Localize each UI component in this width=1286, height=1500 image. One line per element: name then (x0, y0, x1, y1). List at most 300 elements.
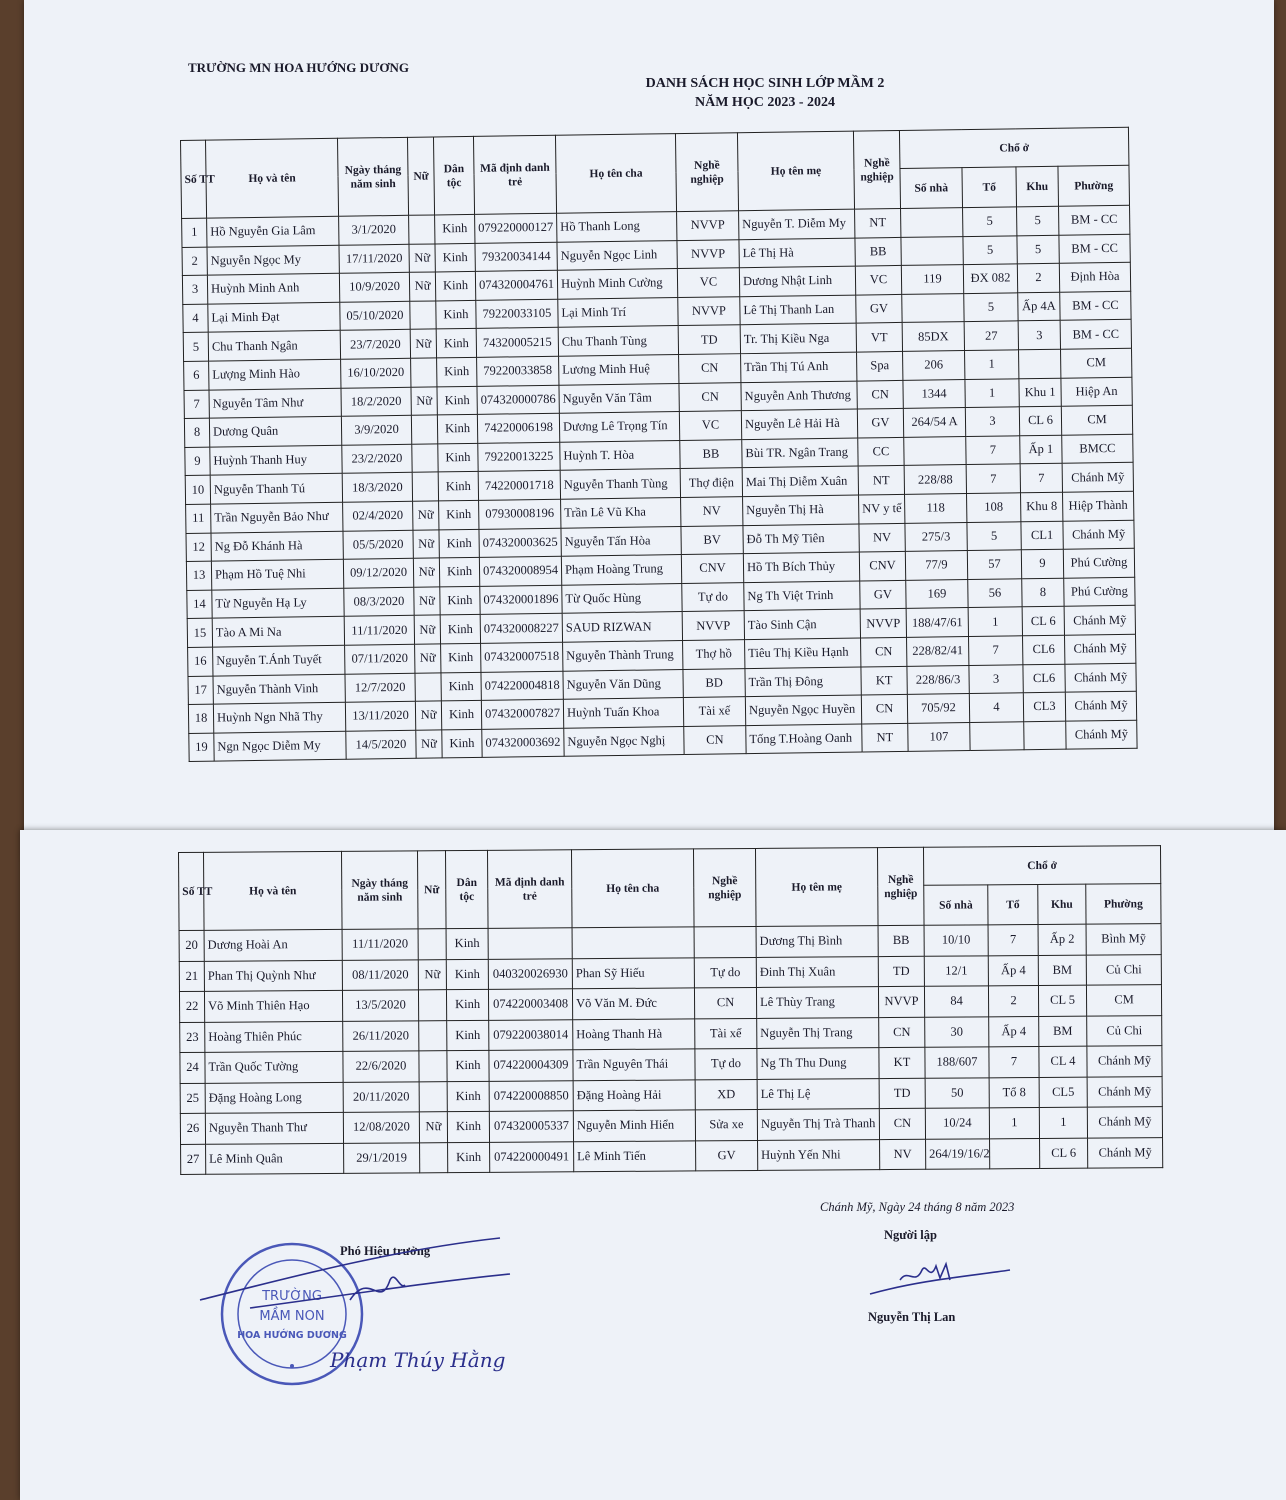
table-cell: GV (857, 409, 903, 438)
table-cell: BV (681, 525, 743, 554)
header-to: Tổ (988, 884, 1038, 924)
table-cell: BB (878, 925, 924, 956)
table-cell: 14 (187, 590, 212, 619)
table-cell: Dương Lê Trọng Tín (559, 412, 679, 442)
table-cell: Mai Thị Diễm Xuân (742, 466, 858, 496)
title-line-1: DANH SÁCH HỌC SINH LỚP MẦM 2 (645, 76, 885, 91)
table-cell: CN (861, 637, 907, 666)
table-cell: Huỳnh Ngn Nhã Thy (213, 702, 345, 732)
header-female: Nữ (407, 137, 434, 215)
table-cell: BM (1039, 1016, 1087, 1047)
table-cell: Tr. Thị Kiều Nga (740, 323, 856, 353)
table-cell: 7 (969, 636, 1023, 665)
table-cell: 107 (908, 722, 970, 751)
table-cell: Kinh (436, 300, 476, 329)
table-cell: 705/92 (907, 694, 969, 723)
table-cell: Chánh Mỹ (1087, 1107, 1162, 1138)
table-cell (970, 721, 1024, 750)
table-cell: 074320004761 (475, 270, 557, 300)
table-cell: 1 (182, 218, 207, 247)
table-cell: 12/1 (924, 955, 988, 986)
title-line-2: NĂM HỌC 2023 - 2024 (695, 95, 835, 110)
table-cell: 05/5/2020 (343, 530, 413, 560)
table-cell: CL3 (1023, 692, 1065, 721)
table-cell: Kinh (435, 243, 475, 272)
header-residence: Chổ ở (923, 846, 1160, 886)
table-cell: Tự do (694, 957, 756, 988)
header-phuong: Phường (1086, 884, 1161, 925)
student-table-page-1 (180, 127, 1138, 762)
table-cell: TD (678, 325, 740, 354)
table-cell: Huỳnh Minh Anh (207, 273, 339, 303)
table-cell: GV (860, 580, 906, 609)
table-cell: Lương Minh Huệ (559, 355, 679, 385)
table-cell: Hồ Th Bích Thủy (743, 552, 859, 582)
table-cell: Nữ (414, 615, 440, 644)
place-date: Chánh Mỹ, Ngày 24 tháng 8 năm 2023 (820, 1200, 1015, 1214)
table-cell: 12/7/2020 (345, 673, 415, 703)
table-cell: 119 (901, 265, 963, 294)
header-stt: Số TT (179, 852, 205, 930)
table-cell: 23/2/2020 (342, 444, 412, 474)
table-cell: Dương Thị Bình (756, 926, 878, 957)
table-cell: 10/10 (924, 925, 988, 956)
table-cell: Từ Quốc Hùng (562, 583, 682, 613)
table-cell: VC (679, 411, 741, 440)
table-cell: 074220003408 (488, 989, 572, 1020)
table-cell: 77/9 (905, 551, 967, 580)
table-cell: Phan Thị Quỳnh Như (204, 960, 342, 991)
table-cell: 1 (965, 350, 1019, 379)
table-cell: 08/11/2020 (342, 959, 418, 990)
table-cell: CN (857, 380, 903, 409)
table-cell (419, 1051, 447, 1082)
table-cell: NV (859, 523, 905, 552)
table-cell: Tự do (682, 582, 744, 611)
table-cell: Hoàng Thanh Hà (573, 1018, 695, 1049)
table-cell: KT (861, 666, 907, 695)
table-cell: 5 (964, 293, 1018, 322)
table-cell: Tự do (695, 1048, 757, 1079)
table-cell: 20 (179, 930, 204, 961)
table-cell: Nguyễn Ngọc My (207, 245, 339, 275)
table-cell: 16/10/2020 (341, 358, 411, 388)
table-cell: VC (855, 266, 901, 295)
table-cell (904, 436, 966, 465)
table-cell: 1 (965, 378, 1019, 407)
table-cell: Chánh Mỹ (1088, 1137, 1163, 1168)
table-cell (409, 215, 435, 244)
table-cell: 5 (967, 521, 1021, 550)
table-cell: 21 (179, 961, 204, 992)
header-mother: Họ tên mẹ (737, 131, 854, 211)
table-cell: CM (1086, 985, 1161, 1016)
table-cell: 074320003692 (482, 728, 564, 758)
table-cell: Võ Minh Thiên Hạo (204, 990, 342, 1021)
table-cell: Kinh (440, 615, 480, 644)
table-cell: VC (677, 268, 739, 297)
table-cell: 5 (183, 333, 208, 362)
table-cell: Kinh (446, 959, 488, 990)
student-rows-page-1 (182, 205, 1138, 761)
table-cell: NV (880, 1139, 926, 1170)
table-cell: 02/4/2020 (343, 501, 413, 531)
table-cell: Thợ hồ (683, 640, 745, 669)
table-cell: Nguyễn T.Ánh Tuyết (213, 645, 345, 675)
table-cell: Tào A Mi Na (212, 617, 344, 647)
table-cell (901, 236, 963, 265)
table-cell: 09/12/2020 (343, 558, 413, 588)
table-cell: Lê Thị Hà (739, 238, 855, 268)
table-cell: 074320001896 (480, 585, 562, 615)
table-cell: Phạm Hồ Tuệ Nhi (211, 559, 343, 589)
header-residence: Chổ ở (899, 127, 1129, 168)
header-khu: Khu (1016, 166, 1059, 207)
table-cell (902, 293, 964, 322)
table-cell: CM (1061, 405, 1132, 435)
table-cell: TD (878, 956, 924, 987)
table-cell: CM (1061, 348, 1132, 378)
table-cell: Chánh Mỹ (1062, 463, 1133, 493)
table-cell: Lại Minh Trí (558, 297, 678, 327)
table-cell: Kinh (435, 272, 475, 301)
table-cell: 3/1/2020 (339, 215, 409, 245)
table-cell: 2 (988, 985, 1038, 1016)
table-cell: 74220006198 (477, 413, 559, 443)
table-cell: Tổ 8 (989, 1077, 1039, 1108)
table-cell (1019, 349, 1061, 378)
table-cell: Nguyễn T. Diễm My (739, 209, 855, 239)
table-cell: Phạm Hoàng Trung (561, 555, 681, 585)
table-row (181, 1137, 1163, 1174)
table-cell: 13 (186, 561, 211, 590)
table-cell: Định Hòa (1059, 262, 1130, 292)
table-cell: Nguyễn Văn Dũng (563, 669, 683, 699)
table-cell: 30 (925, 1016, 989, 1047)
table-cell: 228/88 (904, 465, 966, 494)
header-ethnic: Dân tộc (445, 850, 488, 928)
table-cell: Phú Cường (1064, 577, 1135, 607)
table-cell: 84 (924, 986, 988, 1017)
table-cell: Nguyễn Ngọc Nghị (564, 726, 684, 756)
table-cell: 074220000491 (490, 1141, 574, 1172)
table-cell: Chánh Mỹ (1066, 720, 1137, 750)
table-cell: 27 (181, 1144, 206, 1175)
table-cell: 8 (184, 418, 209, 447)
table-cell: 7 (184, 390, 209, 419)
vice-principal-signature-icon (190, 1230, 520, 1320)
table-cell: 7 (989, 1046, 1039, 1077)
table-cell: 3 (182, 275, 207, 304)
table-cell: Trần Thị Tú Anh (741, 352, 857, 382)
table-cell: 1344 (903, 379, 965, 408)
table-cell: 05/10/2020 (340, 301, 410, 331)
student-table-page-2 (178, 845, 1163, 1175)
table-cell: Đinh Thị Xuân (756, 956, 878, 987)
table-cell: Nữ (413, 529, 439, 558)
table-cell: Kinh (438, 443, 478, 472)
table-cell: 188/607 (925, 1047, 989, 1078)
svg-text:TRƯỜNG: TRƯỜNG (262, 1289, 322, 1304)
table-cell (411, 415, 437, 444)
table-cell: Spa (857, 351, 903, 380)
table-cell: 20/11/2020 (343, 1081, 419, 1112)
table-cell: NVVP (860, 609, 906, 638)
table-cell: Nguyễn Thị Trang (757, 1017, 879, 1048)
table-cell: 5 (963, 235, 1017, 264)
table-cell: 10/9/2020 (339, 272, 409, 302)
table-cell: Từ Nguyễn Hạ Ly (212, 588, 344, 618)
table-cell: Kinh (438, 472, 478, 501)
table-cell: 18/2/2020 (341, 387, 411, 417)
table-cell: 15 (187, 618, 212, 647)
table-cell: Nguyễn Minh Hiển (573, 1110, 695, 1141)
table-cell: 18 (188, 704, 213, 733)
table-cell (412, 472, 438, 501)
vice-principal-role: Phó Hiệu trưởng (340, 1244, 431, 1258)
table-cell: 79220033858 (477, 356, 559, 386)
table-cell: Củ Chi (1087, 1015, 1162, 1046)
table-cell: Bùi TR. Ngân Trang (742, 438, 858, 468)
table-cell: 85DX (902, 322, 964, 351)
table-cell: 12 (186, 533, 211, 562)
table-cell: 26/11/2020 (343, 1020, 419, 1051)
table-cell (419, 1020, 447, 1051)
table-cell: 10/24 (925, 1108, 989, 1139)
table-cell: Lê Thùy Trang (756, 987, 878, 1018)
table-cell: Ấp 4 (988, 955, 1038, 986)
table-cell: Hồ Thanh Long (557, 212, 677, 242)
table-cell: Kinh (439, 529, 479, 558)
table-cell: CL 4 (1039, 1046, 1087, 1077)
table-cell: 264/54 A (903, 408, 965, 437)
table-cell: Kinh (439, 557, 479, 586)
table-cell: Lượng Minh Hào (209, 359, 341, 389)
table-cell: Kinh (435, 214, 475, 243)
table-cell: 7 (966, 464, 1020, 493)
table-cell: 07/11/2020 (345, 644, 415, 674)
table-cell (411, 358, 437, 387)
header-house: Số nhà (924, 885, 988, 925)
table-cell (415, 672, 441, 701)
header-dob: Ngày tháng năm sinh (337, 137, 408, 216)
table-cell: NVVP (677, 211, 739, 240)
table-cell: 12/08/2020 (343, 1112, 419, 1143)
table-cell: Nguyễn Thị Hà (743, 495, 859, 525)
table-cell: Đặng Hoàng Hải (573, 1079, 695, 1110)
table-cell: 3 (965, 407, 1019, 436)
table-cell: 6 (184, 361, 209, 390)
table-cell: SAUD RIZWAN (562, 612, 682, 642)
table-cell: 79220033105 (476, 299, 558, 329)
table-cell: NT (862, 723, 908, 752)
table-cell: 108 (967, 493, 1021, 522)
table-cell: CN (684, 725, 746, 754)
table-cell: BM - CC (1060, 291, 1131, 321)
table-cell: 79320034144 (475, 242, 557, 272)
table-cell: 074320003625 (479, 528, 561, 558)
table-cell: 22 (179, 991, 204, 1022)
table-cell: CL6 (1023, 635, 1065, 664)
table-cell: 10 (185, 475, 210, 504)
table-cell (990, 1138, 1040, 1169)
header-to: Tổ (962, 167, 1017, 208)
table-cell: 13/5/2020 (342, 990, 418, 1021)
table-cell: 074220008850 (489, 1080, 573, 1111)
table-cell: Trần Nguyễn Bảo Như (211, 502, 343, 532)
table-cell: 5 (1017, 206, 1059, 235)
table-cell: 3 (969, 664, 1023, 693)
table-cell: 7 (966, 436, 1020, 465)
table-cell: Huỳnh Thanh Huy (210, 445, 342, 475)
table-cell: Nữ (416, 730, 442, 759)
table-cell: 228/82/41 (907, 636, 969, 665)
table-cell: 079220038014 (489, 1019, 573, 1050)
table-cell: Huỳnh T. Hòa (560, 440, 680, 470)
table-cell: Dương Nhật Linh (739, 266, 855, 296)
table-cell: Khu 8 (1021, 492, 1063, 521)
table-cell: Trần Lê Vũ Kha (561, 497, 681, 527)
table-cell: 17 (188, 676, 213, 705)
table-cell: Kinh (441, 672, 481, 701)
table-cell: Phú Cường (1063, 548, 1134, 578)
table-cell: Nữ (411, 386, 437, 415)
table-cell: 079220000127 (475, 213, 557, 243)
table-cell: Nguyễn Tâm Như (209, 388, 341, 418)
school-name: TRƯỜNG MN HOA HƯỚNG DƯƠNG (188, 60, 409, 75)
table-cell: 074320007518 (481, 642, 563, 672)
table-cell: CC (858, 437, 904, 466)
table-cell: 1 (989, 1107, 1039, 1138)
table-cell: 074320000786 (477, 385, 559, 415)
svg-text:MẦM NON: MẦM NON (259, 1309, 325, 1324)
table-cell: Chánh Mỹ (1064, 606, 1135, 636)
table-cell: 50 (925, 1077, 989, 1108)
table-cell: 8 (1022, 578, 1064, 607)
table-cell: Huỳnh Yến Nhi (758, 1139, 880, 1170)
table-cell: Hoàng Thiên Phúc (205, 1021, 343, 1052)
table-cell: 11/11/2020 (344, 616, 414, 646)
table-cell: NV y tế (859, 494, 905, 523)
table-cell: Kinh (447, 1020, 489, 1051)
table-cell: Trần Nguyên Thái (573, 1049, 695, 1080)
table-cell: 5 (963, 207, 1017, 236)
table-cell: 1 (968, 607, 1022, 636)
table-cell: CL5 (1039, 1077, 1087, 1108)
table-cell: CL6 (1023, 664, 1065, 693)
table-cell: 5 (1017, 235, 1059, 264)
preparer-role: Người lập (884, 1228, 937, 1242)
table-cell: Trần Quốc Tường (205, 1051, 343, 1082)
table-cell: VT (856, 323, 902, 352)
table-cell: 17/11/2020 (339, 244, 409, 274)
table-cell: Trần Thị Đông (745, 667, 861, 697)
table-cell: 1 (1039, 1107, 1087, 1138)
table-cell: Tào Sinh Cận (744, 609, 860, 639)
header-dob: Ngày tháng năm sinh (341, 851, 418, 930)
table-cell (488, 928, 572, 959)
table-cell: GV (696, 1140, 758, 1171)
table-cell: Nữ (415, 644, 441, 673)
table-cell: Ấp 2 (1038, 924, 1086, 955)
table-cell: 206 (903, 351, 965, 380)
header-id: Mã định danh trẻ (487, 850, 572, 929)
table-cell: Lê Minh Tiến (574, 1140, 696, 1171)
table-cell (420, 1142, 448, 1173)
table-cell: Nguyễn Thành Trung (563, 640, 683, 670)
table-cell: NVVP (682, 611, 744, 640)
header-father: Họ tên cha (555, 134, 676, 214)
table-cell: Lê Minh Quân (206, 1143, 344, 1174)
table-cell: 118 (905, 493, 967, 522)
table-cell: Kinh (440, 586, 480, 615)
table-cell (410, 301, 436, 330)
table-cell: 16 (188, 647, 213, 676)
table-cell: 13/11/2020 (345, 701, 415, 731)
table-cell: NV (681, 497, 743, 526)
table-cell: 074220004818 (481, 671, 563, 701)
table-cell: Tống T.Hoàng Oanh (746, 724, 862, 754)
table-cell: Nguyễn Thanh Tú (210, 474, 342, 504)
table-cell: 2 (182, 247, 207, 276)
table-cell: Khu 1 (1019, 378, 1061, 407)
table-cell: Tài xế (695, 1018, 757, 1049)
table-cell: 7 (988, 924, 1038, 955)
table-cell: CNV (859, 552, 905, 581)
table-cell: Sửa xe (695, 1109, 757, 1140)
table-cell: 74320005215 (476, 328, 558, 358)
table-cell: Chánh Mỹ (1065, 663, 1136, 693)
table-cell: 74220001718 (478, 471, 560, 501)
table-cell: Bình Mỹ (1086, 924, 1161, 955)
table-cell: Chánh Mỹ (1063, 520, 1134, 550)
table-cell: Chánh Mỹ (1064, 634, 1135, 664)
table-cell: 18/3/2020 (342, 473, 412, 503)
vice-principal-name: Phạm Thúy Hằng (330, 1348, 506, 1372)
table-cell: Kinh (442, 729, 482, 758)
table-cell: CN (694, 987, 756, 1018)
table-cell: Ấp 1 (1020, 435, 1062, 464)
table-cell: CN (679, 354, 741, 383)
table-cell: Nữ (413, 558, 439, 587)
table-cell: 188/47/61 (906, 608, 968, 637)
header-father-job: Nghề nghiệp (693, 848, 756, 926)
table-cell: CNV (681, 554, 743, 583)
table-cell: 27 (964, 321, 1018, 350)
table-cell: 07930008196 (479, 499, 561, 529)
header-id: Mã định danh trẻ (473, 135, 556, 214)
table-cell: 074320008227 (480, 614, 562, 644)
table-cell: Nguyễn Thị Trà Thanh (757, 1109, 879, 1140)
table-cell: CN (679, 382, 741, 411)
table-cell: Ấp 4A (1018, 292, 1060, 321)
table-cell: 26 (180, 1113, 205, 1144)
table-cell: 7 (1020, 464, 1062, 493)
table-cell: Nữ (410, 329, 436, 358)
table-cell: CL 6 (1019, 406, 1061, 435)
table-cell: Kinh (446, 989, 488, 1020)
table-cell: Nguyễn Thanh Tùng (560, 469, 680, 499)
table-cell: Chánh Mỹ (1087, 1046, 1162, 1077)
table-cell: 074320007827 (481, 699, 563, 729)
table-cell: Hồ Nguyễn Gia Lâm (207, 216, 339, 246)
table-cell (412, 444, 438, 473)
table-cell: Thợ điện (680, 468, 742, 497)
table-cell (418, 929, 446, 960)
header-female: Nữ (417, 851, 446, 929)
table-cell: Nữ (414, 587, 440, 616)
table-cell: Lê Thị Lệ (757, 1078, 879, 1109)
